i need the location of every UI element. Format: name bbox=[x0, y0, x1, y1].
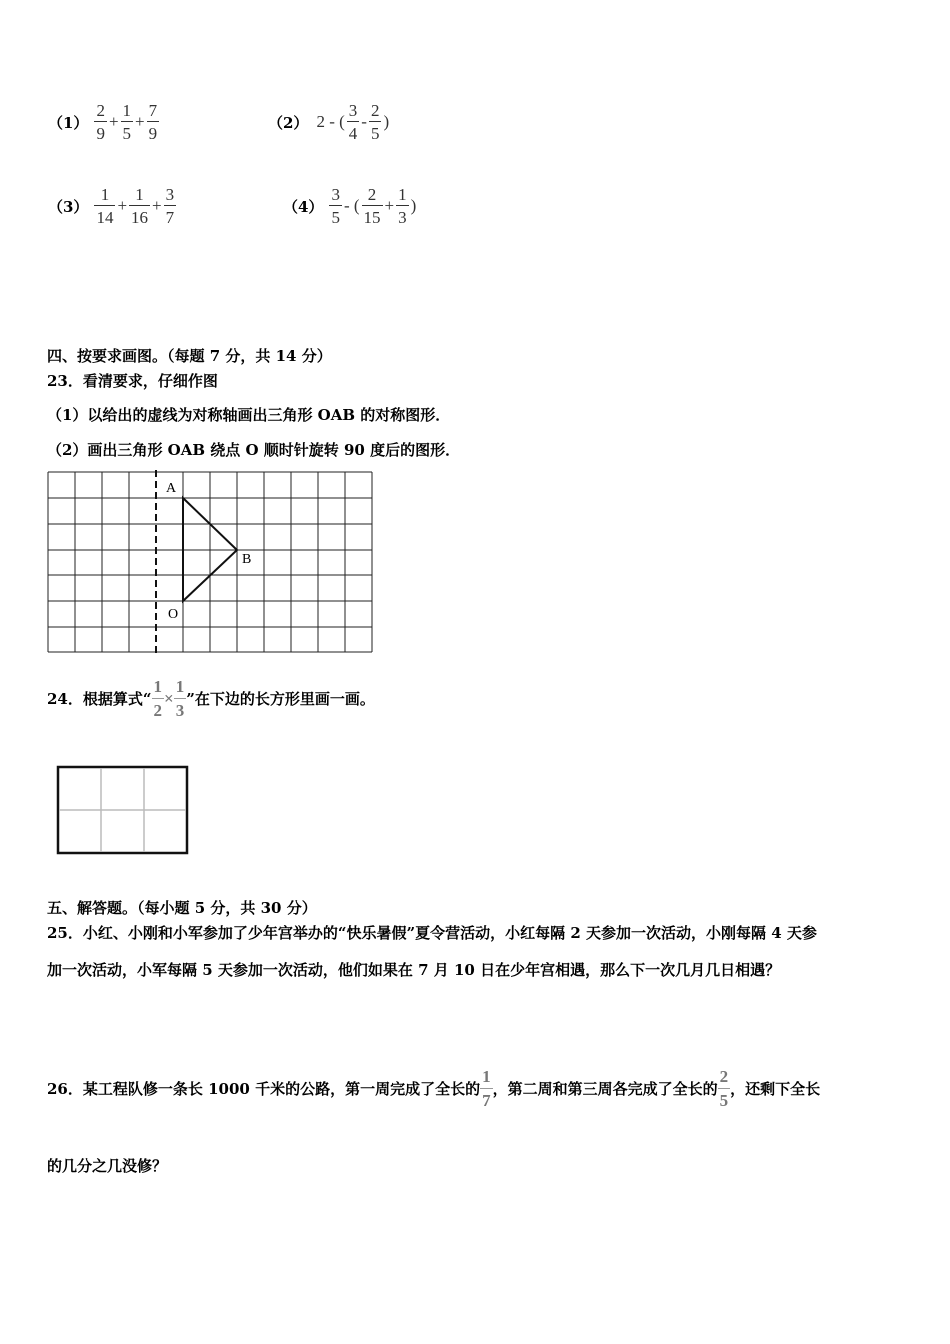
section-4-title: 四、按要求画图。（每题 7 分，共 14 分） bbox=[47, 347, 332, 365]
question-23-title: 23．看清要求，仔细作图 bbox=[47, 372, 218, 390]
fraction: $\frac{2}{9}$ bbox=[96, 101, 105, 143]
fraction: 1 7 bbox=[482, 1067, 491, 1110]
problem-label: （3） bbox=[48, 197, 89, 216]
question-26-line-1 bbox=[47, 1068, 820, 1109]
question-26-part-2: ，第二周和第三周各完成了全长的 bbox=[492, 1080, 718, 1098]
operator: 2 - ( bbox=[316, 112, 345, 131]
fraction: $\frac{1}{16}$ bbox=[131, 185, 149, 227]
question-23-item-1: （1）以给出的虚线为对称轴画出三角形 OAB 的对称图形． bbox=[47, 406, 451, 424]
operator: - bbox=[361, 112, 367, 131]
rectangle-figure bbox=[56, 765, 190, 857]
question-23-item-2: （2）画出三角形 OAB 绕点 O 顺时针旋转 90 度后的图形． bbox=[47, 441, 461, 459]
operator: + bbox=[117, 196, 128, 215]
grid-figure bbox=[46, 470, 374, 656]
fraction: $\frac{1}{14}$ bbox=[96, 185, 114, 227]
operator: + bbox=[135, 112, 145, 131]
times-sign: × bbox=[164, 688, 174, 708]
fraction: $\frac{1}{2}$ bbox=[153, 677, 163, 720]
operator: + bbox=[152, 196, 162, 215]
problem-label: （4） bbox=[283, 197, 324, 216]
grid-lines bbox=[48, 472, 372, 652]
section-5-title: 五、解答题。（每小题 5 分，共 30 分） bbox=[47, 899, 317, 917]
question-25-line-1: 25．小红、小刚和小军参加了少年宫举办的“快乐暑假”夏令营活动，小红每隔 2 天参加一次活动，小刚每隔 4 天参 bbox=[47, 924, 817, 942]
fraction: $\frac{3}{7}$ bbox=[165, 185, 175, 227]
question-26-part-3: ，还剩下全长 bbox=[730, 1080, 821, 1098]
fraction: $\frac{1}{3}$ bbox=[175, 677, 185, 720]
point-o-label: O bbox=[168, 607, 179, 622]
problem-label: （2） bbox=[268, 113, 309, 132]
fraction: $\frac{3}{4}$ bbox=[348, 101, 358, 143]
problem-label: （1） bbox=[48, 113, 89, 132]
operator: + bbox=[108, 112, 119, 131]
fraction: $\frac{3}{5}$ bbox=[331, 185, 340, 227]
question-24-suffix: ”在下边的长方形里画一画。 bbox=[186, 690, 375, 708]
fraction: $\frac{1}{3}$ bbox=[398, 185, 407, 227]
problem-4 bbox=[283, 186, 418, 226]
fraction: $\frac{2}{5}$ bbox=[370, 101, 380, 143]
problem-3 bbox=[48, 186, 176, 226]
question-24-prefix: 24．根据算式“ bbox=[47, 690, 152, 708]
question-24 bbox=[47, 678, 375, 719]
fraction: $\frac{7}{9}$ bbox=[148, 101, 158, 143]
question-26-part-1: 26．某工程队修一条长 1000 千米的公路，第一周完成了全长的 bbox=[47, 1080, 481, 1098]
point-b-label: B bbox=[242, 552, 252, 567]
problem-2 bbox=[268, 102, 391, 142]
fraction: $\frac{2}{15}$ bbox=[363, 185, 381, 227]
question-26-line-2: 的几分之几没修？ bbox=[47, 1157, 168, 1175]
fraction: 2 5 bbox=[719, 1067, 729, 1110]
operator: ) bbox=[410, 196, 417, 215]
operator: - ( bbox=[343, 196, 360, 215]
operator: + bbox=[384, 196, 395, 215]
question-25-line-2: 加一次活动，小军每隔 5 天参加一次活动，他们如果在 7 月 10 日在少年宫相遇，那么下一次几月几日相遇？ bbox=[47, 961, 781, 979]
fraction: $\frac{1}{5}$ bbox=[122, 101, 132, 143]
point-a-label: A bbox=[166, 481, 177, 496]
operator: ) bbox=[383, 112, 390, 131]
problem-1 bbox=[48, 102, 159, 142]
